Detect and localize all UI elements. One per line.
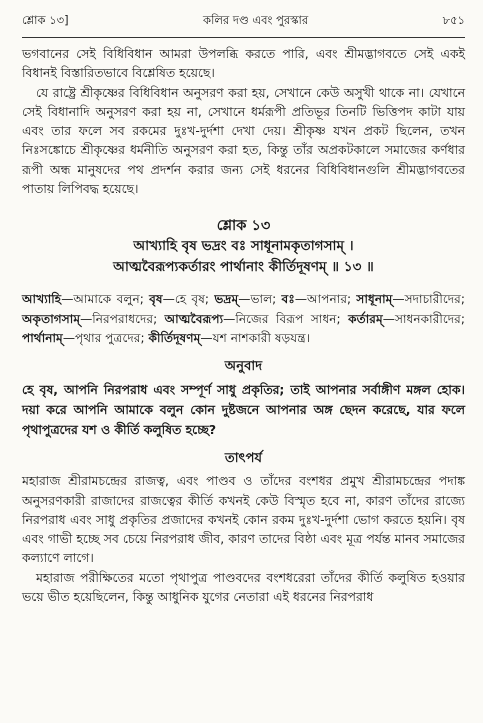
purport-paragraph: মহারাজ পরীক্ষিতের মতো পৃথাপুত্র পাণ্ডবদের বংশধরেরা তাঁদের কীর্তি কলুষিত হওয়ার ভয়ে ভীত হয়েছিলেন, কিন্তু আধুনিক যুগের নেতারা এই ধরনের নিরপরাধ [22, 569, 465, 605]
synonym-term: ভদ্রম্ [214, 292, 239, 307]
synonym-meaning: হে বৃষ; [174, 292, 215, 307]
synonym-meaning: যশ নাশকারী ষড়যন্ত্র। [212, 330, 311, 345]
synonym-term: অকৃতাগসাম্ [22, 311, 81, 326]
synonym-meaning: সদাচারীদের; [404, 292, 465, 307]
synonym-term: কর্তারম্ [348, 311, 383, 326]
translation-heading: অনুবাদ [224, 359, 263, 375]
verse-heading: শ্লোক ১৩ [216, 218, 271, 235]
synonym-term: আখ্যাহি [22, 292, 62, 307]
synonym-meaning: ভাল; [250, 292, 282, 307]
synonym-term: আত্মবৈরূপ্য [164, 311, 224, 326]
synonym-meaning: নিজের বিরূপ সাধন; [235, 311, 349, 326]
synonym-meaning: আপনার; [307, 292, 357, 307]
verse-line: আত্মবৈরূপ্যকর্তারং পার্থানাং কীর্তিদূষণম্ ॥ ১৩ ॥ [113, 259, 374, 276]
synonym-meaning: আমাকে বলুন; [73, 292, 150, 307]
synonym-term: বৃষ [149, 292, 163, 307]
page-number: ৮৫১ [442, 13, 465, 27]
word-for-word-synonyms: আখ্যাহি—আমাকে বলুন; বৃষ—হে বৃষ; ভদ্রম্—ভাল; বঃ—আপনার; সাধূনাম্—সদাচারীদের; অকৃতাগসাম্—নিরপরাধদের; আত্মবৈরূপ্য—নিজের বিরূপ সাধন; কর্তারম্—সাধনকারীদের; পার্থানাম্—পৃথার পুত্রদের; কীর্তিদূষণম্—যশ নাশকারী ষড়যন্ত্র। [22, 292, 465, 345]
synonym-term: পার্থানাম্ [22, 330, 63, 345]
intro-paragraph: যে রাষ্ট্রে শ্রীকৃষ্ণের বিধিবিধান অনুসরণ করা হয়, সেখানে কেউ অসুখী থাকে না। যেখানে সেই বিধানাদি অনুসরণ করা হয় না, সেখানে ধর্মরূপী প্রতিভূর তিনটি ভিত্তিপদ কাটা যায় এবং তার ফলে সব রকমের দুঃখ-দুর্দশা দেখা দেয়। শ্রীকৃষ্ণ যখন প্রকট ছিলেন, তখন নিঃসঙ্কোচে শ্রীকৃষ্ণের ধর্মনীতি অনুসরণ করা হত, কিন্তু তাঁর অপ্রকটকালে সমাজের কর্ণধার রূপী অন্ধ মানুষদের পথ প্রদর্শন করার জন্য সেই ধরনের বিধিবিধানগুলি শ্রীমদ্ভাগবতের পাতায় লিপিবদ্ধ হয়েছে। [22, 84, 465, 197]
purport-heading: তাৎপর্য [224, 451, 263, 467]
header-rule [22, 37, 465, 38]
header-chapter-title: কলির দণ্ড এবং পুরস্কার [203, 13, 309, 27]
translation-text: হে বৃষ, আপনি নিরপরাধ এবং সম্পূর্ণ সাধু প্রকৃতির; তাই আপনার সর্বাঙ্গীণ মঙ্গল হোক। দয়া করে আপনি আমাকে বলুন কোন দুষ্টজনে আপনার অঙ্গ ছেদন করেছে, যার ফলে পৃথাপুত্রদের যশ ও কীর্তি কলুষিত হচ্ছে? [22, 382, 466, 438]
purport-paragraph: মহারাজ শ্রীরামচন্দ্রের রাজত্ব, এবং পাণ্ডব ও তাঁদের বংশধর প্রমুখ শ্রীরামচন্দ্রের পদাঙ্ক অনুসরণকারী রাজাদের রাজত্বের কীর্তি কখনই কেউ বিস্মৃত হবে না, কারণ তাঁদের রাজ্যে নিরপরাধ এবং সাধু প্রকৃতির প্রজাদের কখনই কোন রকম দুঃখ-দুর্দশা ভোগ করতে হয়নি। বৃষ এবং গাভী হচ্ছে সব চেয়ে নিরপরাধ জীব, কারণ তাদের বিষ্ঠা এবং মূত্র পর্যন্ত মানব সমাজের কল্যাণে লাগে। [22, 473, 465, 566]
synonym-term: সাধূনাম্ [356, 292, 393, 307]
intro-paragraph: ভগবানের সেই বিধিবিধান আমরা উপলব্ধি করতে পারি, এবং শ্রীমদ্ভাগবতে সেই একই বিধানই বিস্তারিতভাবে বিশ্লেষিত হয়েছে। [22, 46, 465, 81]
verse-line: আখ্যাহি বৃষ ভদ্রং বঃ সাধূনামকৃতাগসাম্ । [133, 238, 354, 255]
synonym-meaning: নিরপরাধদের; [92, 311, 165, 326]
synonym-term: কীর্তিদূষণম্ [148, 330, 201, 345]
running-header [22, 12, 465, 31]
header-verse-ref: শ্লোক ১৩] [22, 13, 69, 27]
synonym-meaning: পৃথার পুত্রদের; [75, 330, 149, 345]
synonym-meaning: সাধনকারীদের; [394, 311, 465, 326]
synonym-term: বঃ [281, 292, 295, 307]
